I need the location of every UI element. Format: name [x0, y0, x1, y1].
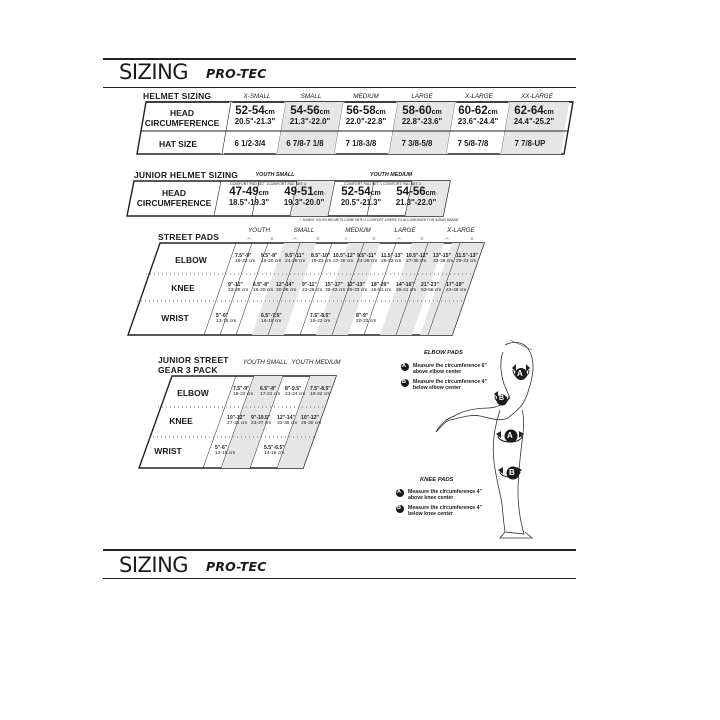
street-knee-cell: 18"-20" 46-51 cm — [371, 282, 392, 293]
street-ab-label: A — [397, 236, 401, 241]
street-row-label-wrist: WRIST — [161, 313, 189, 323]
junior-street-knee-cell: 10"-12" 27-31 cm — [227, 415, 248, 426]
hat-size-cell: 7 3/8-5/8 — [401, 139, 433, 148]
street-elbow-cell: 8.5"-10" 19-23 cm — [311, 253, 332, 264]
helmet-cell: 56-58cm 22.0"-22.8" — [345, 105, 387, 126]
street-row-label-knee: KNEE — [171, 283, 195, 293]
body-marker-a-knee: A — [507, 431, 513, 440]
street-ab-label: B — [372, 236, 376, 241]
legend-marker-b-elbow: B — [402, 379, 406, 385]
street-knee-cell: 15"-17" 38-43 cm — [325, 282, 346, 293]
junior-street-knee-cell: 9"-10.5" 23-27 cm — [251, 415, 272, 426]
street-row-label-elbow: ELBOW — [175, 255, 207, 265]
street-wrist-cell: 5"-6" 13-15 cm — [216, 313, 237, 324]
body-marker-a-elbow: A — [517, 369, 523, 378]
street-pads-section-title: STREET PADS — [158, 232, 220, 242]
body-marker-b-knee: B — [509, 468, 515, 477]
street-size-header: LARGE — [394, 227, 416, 234]
street-ab-label: B — [270, 236, 274, 241]
street-elbow-cell: 9.5"-8" 16-20 cm — [261, 253, 282, 264]
helmet-cell: 54-56cm 21.3"-22.0" — [289, 105, 331, 126]
street-size-header: YOUTH — [247, 227, 271, 234]
street-ab-label: A — [293, 236, 297, 241]
bottom-banner-rule-bottom — [103, 578, 576, 579]
street-ab-label: A — [445, 236, 449, 241]
street-elbow-cell: 13"-15" 33-38 cm — [433, 253, 454, 264]
legend-marker-a-knee: A — [397, 489, 401, 495]
elbow-pads-title: ELBOW PADS — [424, 350, 463, 356]
street-knee-cell: 14"-16" 36-41 cm — [396, 282, 417, 293]
elbow-pads-a-text: Measure the circumference 6" above elbow center — [413, 363, 487, 375]
street-elbow-cell: 10.5"-12" 27-30 cm — [333, 253, 356, 264]
helmet-size-header: X-LARGE — [465, 93, 493, 100]
street-knee-cell: 6.5"-8" 16-20 cm — [253, 282, 274, 293]
junior-row-label: HEAD CIRCUMFERENCE — [136, 188, 212, 208]
legend-marker-b-knee: B — [397, 505, 401, 511]
hat-size-cell: 7 7/8-UP — [514, 139, 546, 148]
knee-pads-a-text: Measure the circumference 4" above knee center — [408, 489, 482, 501]
helmet-cell: 60-62cm 23.6"-24.4" — [457, 105, 499, 126]
junior-street-elbow-cell: 8"-9.5" 21-24 cm — [285, 386, 306, 397]
junior-size-header: YOUTH SMALL — [255, 172, 295, 178]
street-ab-label: B — [420, 236, 424, 241]
junior-street-row-label-elbow: ELBOW — [177, 388, 209, 398]
hat-size-cell: 6 7/8-7 1/8 — [286, 139, 324, 148]
helmet-size-header: XX-LARGE — [521, 93, 553, 100]
junior-street-knee-cell: 12"-14" 31-35 cm — [277, 415, 298, 426]
junior-street-size-header: YOUTH MEDIUM — [291, 359, 341, 366]
helmet-cell: 52-54cm 20.5"-21.3" — [234, 105, 276, 126]
street-ab-label: A — [247, 236, 251, 241]
junior-helmet-cell: 47-49cm 18.5"-19.3" — [228, 186, 270, 207]
bottom-banner-title: SIZING — [119, 553, 189, 577]
bottom-banner-brand-logo: PRO-TEC — [206, 559, 267, 574]
junior-helmet-section-title: JUNIOR HELMET SIZING — [134, 170, 239, 180]
junior-street-elbow-cell: 6.5"-8" 17-21 cm — [260, 386, 281, 397]
helmet-size-header: SMALL — [300, 93, 322, 100]
helmet-cell: 62-64cm 24.4"-25.2" — [513, 105, 555, 126]
street-ab-label: B — [470, 236, 474, 241]
junior-street-row-label-knee: KNEE — [169, 416, 193, 426]
junior-street-size-header: YOUTH SMALL — [242, 359, 288, 366]
comfort-pad-label: COMFORT PAD SET 2 — [382, 182, 422, 186]
hat-size-cell: 7 1/8-3/8 — [345, 139, 377, 148]
street-knee-cell: 9"-11" 23-28 cm — [302, 282, 323, 293]
junior-helmet-footnote: * JUNIOR YOUTH HELMETS COME WITH 2 COMFORT LINERS TO ACCOMODATE FOR SIZING RANGE — [300, 218, 459, 222]
body-markers — [494, 364, 530, 480]
street-wrist-cell: 7.5"-8.5" 19-22 cm — [310, 313, 331, 324]
junior-street-wrist-cell: 5"-6" 13-15 cm — [215, 445, 236, 456]
top-banner-brand-logo: PRO-TEC — [206, 66, 267, 81]
junior-street-row-label-wrist: WRIST — [154, 446, 182, 456]
street-elbow-cell: 10.5"-12" 27-30 cm — [406, 253, 429, 264]
junior-street-wrist-cell: 5.5"-6.5" 14-16 cm — [264, 445, 285, 456]
comfort-pad-label: COMFORT PAD SET 1 — [343, 182, 383, 186]
junior-street-elbow-cell: 7.5"-8.5" 19-22 cm — [310, 386, 331, 397]
street-elbow-cell: 9.5"-11" 24-28 cm — [357, 253, 378, 264]
bottom-banner-rule-top — [103, 549, 576, 551]
comfort-pad-label: COMFORT PAD SET 2 — [267, 182, 307, 186]
street-wrist-cell: 8"-9" 20-23 cm — [356, 313, 377, 324]
street-knee-cell: 12"-13" 29-33 cm — [347, 282, 368, 293]
helmet-row-label-hat: HAT SIZE — [158, 139, 198, 149]
street-knee-cell: 21"-23" 53-58 cm — [421, 282, 442, 293]
helmet-size-header: MEDIUM — [353, 93, 379, 100]
helmet-row-label-head: HEAD CIRCUMFERENCE — [144, 108, 220, 128]
helmet-cell: 58-60cm 22.8"-23.6" — [401, 105, 443, 126]
junior-size-header: YOUTH MEDIUM — [369, 172, 413, 178]
street-size-header: SMALL — [293, 227, 315, 234]
street-elbow-cell: 11.5"-13" 29-33 cm — [381, 253, 403, 264]
street-elbow-cell: 11.5"-13" 29-33 cm — [456, 253, 478, 264]
street-knee-cell: 17"-19" 43-48 cm — [446, 282, 467, 293]
street-ab-label: A — [344, 236, 348, 241]
street-wrist-cell: 6.5"-7.5" 16-19 cm — [261, 313, 282, 324]
body-marker-b-elbow: B — [499, 395, 505, 402]
knee-pads-b-text: Measure the circumference 4" below knee center — [408, 505, 482, 517]
elbow-pads-b-text: Measure the circumference 4" below elbow center — [413, 379, 487, 391]
junior-helmet-cell: 52-54cm 20.5"-21.3" — [340, 186, 382, 207]
junior-street-title: JUNIOR STREET GEAR 3 PACK — [158, 355, 229, 375]
street-elbow-cell: 9.5"-11" 24-28 cm — [285, 253, 306, 264]
legend-marker-a-elbow: A — [402, 363, 406, 369]
junior-helmet-cell: 54-56cm 21.3"-22.0" — [395, 186, 437, 207]
helmet-size-header: X-SMALL — [243, 93, 271, 100]
junior-street-elbow-cell: 7.5"-9" 19-23 cm — [233, 386, 254, 397]
knee-pads-title: KNEE PADS — [420, 477, 454, 483]
junior-helmet-cell: 49-51cm 19.3"-20.0" — [283, 186, 325, 207]
helmet-section-title: HELMET SIZING — [143, 91, 212, 101]
street-ab-label: B — [316, 236, 320, 241]
comfort-pad-label: COMFORT PAD SET 1 — [229, 182, 269, 186]
hat-size-cell: 6 1/2-3/4 — [234, 139, 266, 148]
street-elbow-cell: 7.5"-9" 19-23 cm — [235, 253, 256, 264]
street-size-header: X-LARGE — [447, 227, 475, 234]
helmet-size-header: LARGE — [411, 93, 433, 100]
top-banner-title: SIZING — [119, 60, 189, 84]
junior-street-knee-cell: 10"-12" 26-30 cm — [301, 415, 322, 426]
street-knee-cell: 12"-14" 30-36 cm — [276, 282, 297, 293]
street-size-header: MEDIUM — [345, 227, 371, 234]
street-knee-cell: 9"-11" 23-28 cm — [228, 282, 249, 293]
hat-size-cell: 7 5/8-7/8 — [457, 139, 489, 148]
